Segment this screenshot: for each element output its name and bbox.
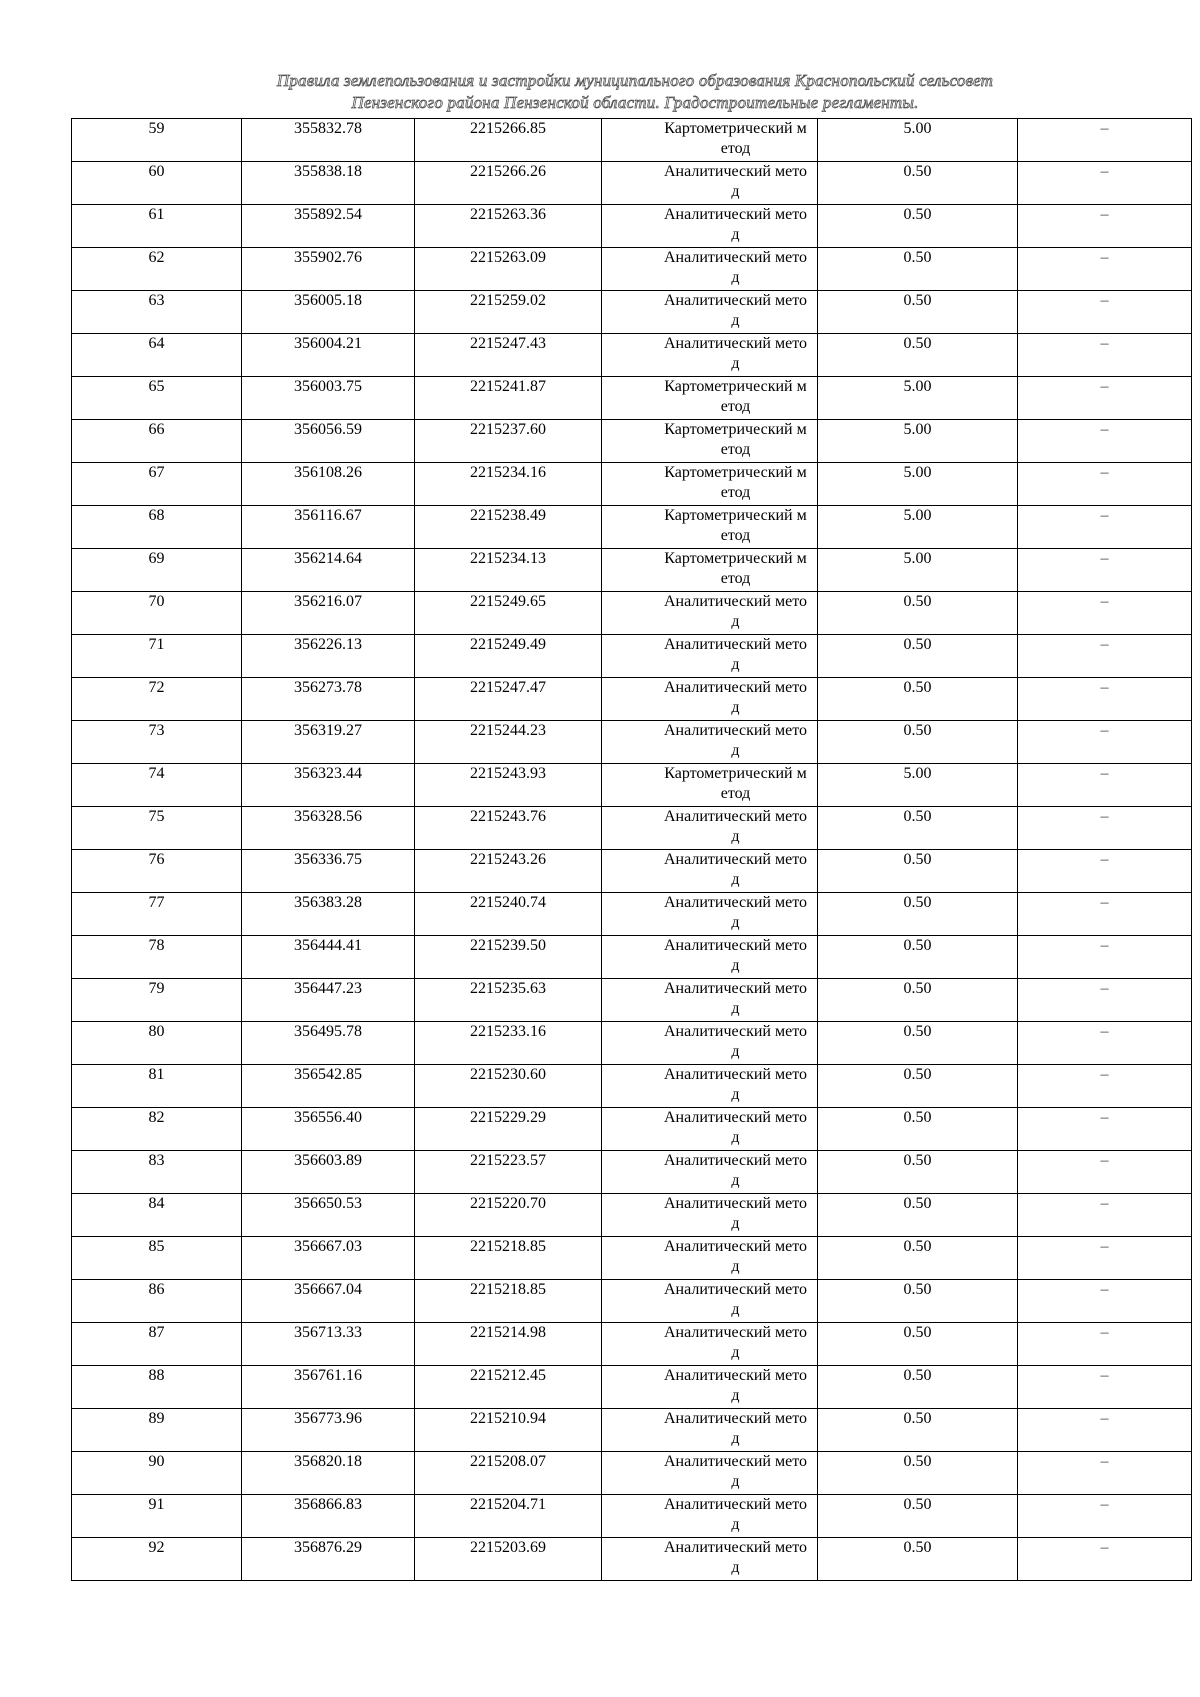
note-cell: – xyxy=(1018,1538,1192,1581)
accuracy-cell: 5.00 xyxy=(818,506,1018,549)
point-number-cell: 80 xyxy=(72,1022,242,1065)
y-coordinate-cell: 2215234.16 xyxy=(415,463,602,506)
note-cell: – xyxy=(1018,1323,1192,1366)
y-coordinate-cell: 2215229.29 xyxy=(415,1108,602,1151)
note-cell: – xyxy=(1018,1194,1192,1237)
table-row xyxy=(72,764,1192,807)
accuracy-cell: 0.50 xyxy=(818,979,1018,1022)
accuracy-cell: 0.50 xyxy=(818,1409,1018,1452)
accuracy-cell: 0.50 xyxy=(818,1366,1018,1409)
point-number-cell: 62 xyxy=(72,248,242,291)
point-number-cell: 90 xyxy=(72,1452,242,1495)
x-coordinate-cell: 355892.54 xyxy=(242,205,415,248)
note-cell: – xyxy=(1018,1280,1192,1323)
method-cell: Аналитический метод xyxy=(602,592,818,635)
note-cell: – xyxy=(1018,463,1192,506)
point-number-cell: 83 xyxy=(72,1151,242,1194)
point-number-cell: 68 xyxy=(72,506,242,549)
x-coordinate-cell: 356495.78 xyxy=(242,1022,415,1065)
point-number-cell: 82 xyxy=(72,1108,242,1151)
y-coordinate-cell: 2215259.02 xyxy=(415,291,602,334)
point-number-cell: 71 xyxy=(72,635,242,678)
y-coordinate-cell: 2215247.47 xyxy=(415,678,602,721)
accuracy-cell: 0.50 xyxy=(818,1495,1018,1538)
point-number-cell: 64 xyxy=(72,334,242,377)
x-coordinate-cell: 356713.33 xyxy=(242,1323,415,1366)
accuracy-cell: 0.50 xyxy=(818,334,1018,377)
method-cell: Аналитический метод xyxy=(602,1194,818,1237)
note-cell: – xyxy=(1018,1452,1192,1495)
accuracy-cell: 5.00 xyxy=(818,119,1018,162)
y-coordinate-cell: 2215208.07 xyxy=(415,1452,602,1495)
note-cell: – xyxy=(1018,1237,1192,1280)
note-cell: – xyxy=(1018,979,1192,1022)
point-number-cell: 67 xyxy=(72,463,242,506)
page-header xyxy=(70,70,1200,114)
accuracy-cell: 0.50 xyxy=(818,807,1018,850)
x-coordinate-cell: 356650.53 xyxy=(242,1194,415,1237)
x-coordinate-cell: 356866.83 xyxy=(242,1495,415,1538)
method-cell: Аналитический метод xyxy=(602,162,818,205)
note-cell: – xyxy=(1018,635,1192,678)
x-coordinate-cell: 355832.78 xyxy=(242,119,415,162)
y-coordinate-cell: 2215249.49 xyxy=(415,635,602,678)
table-row xyxy=(72,506,1192,549)
accuracy-cell: 0.50 xyxy=(818,592,1018,635)
note-cell: – xyxy=(1018,764,1192,807)
y-coordinate-cell: 2215243.93 xyxy=(415,764,602,807)
note-cell: – xyxy=(1018,721,1192,764)
accuracy-cell: 0.50 xyxy=(818,205,1018,248)
accuracy-cell: 0.50 xyxy=(818,1280,1018,1323)
y-coordinate-cell: 2215239.50 xyxy=(415,936,602,979)
x-coordinate-cell: 356328.56 xyxy=(242,807,415,850)
method-cell: Аналитический метод xyxy=(602,850,818,893)
point-number-cell: 86 xyxy=(72,1280,242,1323)
note-cell: – xyxy=(1018,678,1192,721)
x-coordinate-cell: 356447.23 xyxy=(242,979,415,1022)
y-coordinate-cell: 2215235.63 xyxy=(415,979,602,1022)
point-number-cell: 69 xyxy=(72,549,242,592)
accuracy-cell: 0.50 xyxy=(818,850,1018,893)
method-cell: Картометрический метод xyxy=(602,420,818,463)
note-cell: – xyxy=(1018,162,1192,205)
note-cell: – xyxy=(1018,1495,1192,1538)
method-cell: Аналитический метод xyxy=(602,1366,818,1409)
method-cell: Аналитический метод xyxy=(602,1151,818,1194)
method-cell: Аналитический метод xyxy=(602,1022,818,1065)
y-coordinate-cell: 2215220.70 xyxy=(415,1194,602,1237)
note-cell: – xyxy=(1018,1065,1192,1108)
x-coordinate-cell: 356226.13 xyxy=(242,635,415,678)
note-cell: – xyxy=(1018,506,1192,549)
table-row xyxy=(72,1323,1192,1366)
point-number-cell: 74 xyxy=(72,764,242,807)
accuracy-cell: 0.50 xyxy=(818,1022,1018,1065)
x-coordinate-cell: 356004.21 xyxy=(242,334,415,377)
x-coordinate-cell: 356667.04 xyxy=(242,1280,415,1323)
method-cell: Картометрический метод xyxy=(602,119,818,162)
y-coordinate-cell: 2215214.98 xyxy=(415,1323,602,1366)
point-number-cell: 81 xyxy=(72,1065,242,1108)
accuracy-cell: 0.50 xyxy=(818,1323,1018,1366)
header-line-2: Пензенского района Пензенской области. Градостроительные регламенты. xyxy=(351,93,919,112)
accuracy-cell: 0.50 xyxy=(818,1194,1018,1237)
point-number-cell: 77 xyxy=(72,893,242,936)
note-cell: – xyxy=(1018,1366,1192,1409)
point-number-cell: 65 xyxy=(72,377,242,420)
table-row xyxy=(72,1108,1192,1151)
method-cell: Картометрический метод xyxy=(602,764,818,807)
accuracy-cell: 0.50 xyxy=(818,721,1018,764)
accuracy-cell: 0.50 xyxy=(818,1065,1018,1108)
note-cell: – xyxy=(1018,420,1192,463)
table-row xyxy=(72,291,1192,334)
table-row xyxy=(72,807,1192,850)
note-cell: – xyxy=(1018,248,1192,291)
table-row xyxy=(72,334,1192,377)
method-cell: Аналитический метод xyxy=(602,936,818,979)
point-number-cell: 76 xyxy=(72,850,242,893)
table-row xyxy=(72,979,1192,1022)
method-cell: Аналитический метод xyxy=(602,979,818,1022)
table-row xyxy=(72,1495,1192,1538)
x-coordinate-cell: 356444.41 xyxy=(242,936,415,979)
y-coordinate-cell: 2215241.87 xyxy=(415,377,602,420)
method-cell: Аналитический метод xyxy=(602,1065,818,1108)
method-cell: Аналитический метод xyxy=(602,1237,818,1280)
x-coordinate-cell: 356273.78 xyxy=(242,678,415,721)
note-cell: – xyxy=(1018,1409,1192,1452)
y-coordinate-cell: 2215244.23 xyxy=(415,721,602,764)
point-number-cell: 70 xyxy=(72,592,242,635)
y-coordinate-cell: 2215218.85 xyxy=(415,1280,602,1323)
note-cell: – xyxy=(1018,119,1192,162)
note-cell: – xyxy=(1018,592,1192,635)
table-row xyxy=(72,850,1192,893)
x-coordinate-cell: 356216.07 xyxy=(242,592,415,635)
accuracy-cell: 0.50 xyxy=(818,1538,1018,1581)
table-row xyxy=(72,1237,1192,1280)
x-coordinate-cell: 356820.18 xyxy=(242,1452,415,1495)
x-coordinate-cell: 356556.40 xyxy=(242,1108,415,1151)
accuracy-cell: 0.50 xyxy=(818,162,1018,205)
table-row xyxy=(72,248,1192,291)
method-cell: Аналитический метод xyxy=(602,334,818,377)
y-coordinate-cell: 2215237.60 xyxy=(415,420,602,463)
y-coordinate-cell: 2215223.57 xyxy=(415,1151,602,1194)
x-coordinate-cell: 356667.03 xyxy=(242,1237,415,1280)
note-cell: – xyxy=(1018,893,1192,936)
point-number-cell: 78 xyxy=(72,936,242,979)
point-number-cell: 84 xyxy=(72,1194,242,1237)
accuracy-cell: 5.00 xyxy=(818,463,1018,506)
y-coordinate-cell: 2215233.16 xyxy=(415,1022,602,1065)
table-row xyxy=(72,1409,1192,1452)
y-coordinate-cell: 2215263.36 xyxy=(415,205,602,248)
table-row xyxy=(72,205,1192,248)
accuracy-cell: 0.50 xyxy=(818,893,1018,936)
table-row xyxy=(72,1366,1192,1409)
x-coordinate-cell: 356603.89 xyxy=(242,1151,415,1194)
table-row xyxy=(72,377,1192,420)
y-coordinate-cell: 2215263.09 xyxy=(415,248,602,291)
method-cell: Картометрический метод xyxy=(602,506,818,549)
y-coordinate-cell: 2215218.85 xyxy=(415,1237,602,1280)
y-coordinate-cell: 2215203.69 xyxy=(415,1538,602,1581)
point-number-cell: 61 xyxy=(72,205,242,248)
x-coordinate-cell: 356542.85 xyxy=(242,1065,415,1108)
accuracy-cell: 0.50 xyxy=(818,248,1018,291)
note-cell: – xyxy=(1018,936,1192,979)
method-cell: Картометрический метод xyxy=(602,463,818,506)
x-coordinate-cell: 356005.18 xyxy=(242,291,415,334)
x-coordinate-cell: 356056.59 xyxy=(242,420,415,463)
table-row xyxy=(72,1452,1192,1495)
point-number-cell: 79 xyxy=(72,979,242,1022)
accuracy-cell: 0.50 xyxy=(818,635,1018,678)
method-cell: Картометрический метод xyxy=(602,377,818,420)
accuracy-cell: 5.00 xyxy=(818,377,1018,420)
note-cell: – xyxy=(1018,807,1192,850)
note-cell: – xyxy=(1018,549,1192,592)
x-coordinate-cell: 356773.96 xyxy=(242,1409,415,1452)
table-row xyxy=(72,162,1192,205)
x-coordinate-cell: 356336.75 xyxy=(242,850,415,893)
method-cell: Аналитический метод xyxy=(602,205,818,248)
header-line-1: Правила землепользования и застройки муниципального образования Краснопольский сельсовет xyxy=(276,71,994,90)
accuracy-cell: 0.50 xyxy=(818,678,1018,721)
y-coordinate-cell: 2215210.94 xyxy=(415,1409,602,1452)
method-cell: Аналитический метод xyxy=(602,678,818,721)
note-cell: – xyxy=(1018,334,1192,377)
method-cell: Аналитический метод xyxy=(602,1495,818,1538)
method-cell: Аналитический метод xyxy=(602,1280,818,1323)
method-cell: Аналитический метод xyxy=(602,1323,818,1366)
accuracy-cell: 0.50 xyxy=(818,1237,1018,1280)
x-coordinate-cell: 355838.18 xyxy=(242,162,415,205)
table-row xyxy=(72,678,1192,721)
method-cell: Аналитический метод xyxy=(602,807,818,850)
method-cell: Аналитический метод xyxy=(602,635,818,678)
point-number-cell: 72 xyxy=(72,678,242,721)
x-coordinate-cell: 356323.44 xyxy=(242,764,415,807)
table-row xyxy=(72,420,1192,463)
y-coordinate-cell: 2215238.49 xyxy=(415,506,602,549)
point-number-cell: 89 xyxy=(72,1409,242,1452)
y-coordinate-cell: 2215212.45 xyxy=(415,1366,602,1409)
table-row xyxy=(72,1151,1192,1194)
point-number-cell: 85 xyxy=(72,1237,242,1280)
point-number-cell: 73 xyxy=(72,721,242,764)
note-cell: – xyxy=(1018,377,1192,420)
note-cell: – xyxy=(1018,1022,1192,1065)
x-coordinate-cell: 356214.64 xyxy=(242,549,415,592)
x-coordinate-cell: 356003.75 xyxy=(242,377,415,420)
method-cell: Аналитический метод xyxy=(602,893,818,936)
x-coordinate-cell: 355902.76 xyxy=(242,248,415,291)
table-row xyxy=(72,1022,1192,1065)
accuracy-cell: 5.00 xyxy=(818,549,1018,592)
y-coordinate-cell: 2215240.74 xyxy=(415,893,602,936)
y-coordinate-cell: 2215234.13 xyxy=(415,549,602,592)
accuracy-cell: 0.50 xyxy=(818,291,1018,334)
point-number-cell: 87 xyxy=(72,1323,242,1366)
table-row xyxy=(72,893,1192,936)
y-coordinate-cell: 2215266.26 xyxy=(415,162,602,205)
note-cell: – xyxy=(1018,205,1192,248)
table-row xyxy=(72,635,1192,678)
y-coordinate-cell: 2215230.60 xyxy=(415,1065,602,1108)
coordinates-table xyxy=(71,118,1192,1581)
y-coordinate-cell: 2215204.71 xyxy=(415,1495,602,1538)
point-number-cell: 91 xyxy=(72,1495,242,1538)
x-coordinate-cell: 356761.16 xyxy=(242,1366,415,1409)
y-coordinate-cell: 2215249.65 xyxy=(415,592,602,635)
y-coordinate-cell: 2215243.26 xyxy=(415,850,602,893)
table-row xyxy=(72,1065,1192,1108)
x-coordinate-cell: 356108.26 xyxy=(242,463,415,506)
table-row xyxy=(72,463,1192,506)
accuracy-cell: 0.50 xyxy=(818,1151,1018,1194)
table-row xyxy=(72,549,1192,592)
y-coordinate-cell: 2215247.43 xyxy=(415,334,602,377)
x-coordinate-cell: 356876.29 xyxy=(242,1538,415,1581)
note-cell: – xyxy=(1018,850,1192,893)
table-row xyxy=(72,592,1192,635)
note-cell: – xyxy=(1018,1151,1192,1194)
accuracy-cell: 0.50 xyxy=(818,1108,1018,1151)
table-row xyxy=(72,936,1192,979)
accuracy-cell: 5.00 xyxy=(818,420,1018,463)
x-coordinate-cell: 356116.67 xyxy=(242,506,415,549)
note-cell: – xyxy=(1018,291,1192,334)
accuracy-cell: 5.00 xyxy=(818,764,1018,807)
method-cell: Аналитический метод xyxy=(602,248,818,291)
method-cell: Аналитический метод xyxy=(602,1108,818,1151)
x-coordinate-cell: 356383.28 xyxy=(242,893,415,936)
table-row xyxy=(72,1280,1192,1323)
method-cell: Аналитический метод xyxy=(602,721,818,764)
method-cell: Аналитический метод xyxy=(602,1409,818,1452)
point-number-cell: 60 xyxy=(72,162,242,205)
table-row xyxy=(72,1194,1192,1237)
table-row xyxy=(72,721,1192,764)
method-cell: Аналитический метод xyxy=(602,1452,818,1495)
point-number-cell: 92 xyxy=(72,1538,242,1581)
point-number-cell: 66 xyxy=(72,420,242,463)
table-row xyxy=(72,1538,1192,1581)
note-cell: – xyxy=(1018,1108,1192,1151)
point-number-cell: 59 xyxy=(72,119,242,162)
y-coordinate-cell: 2215243.76 xyxy=(415,807,602,850)
y-coordinate-cell: 2215266.85 xyxy=(415,119,602,162)
accuracy-cell: 0.50 xyxy=(818,936,1018,979)
point-number-cell: 88 xyxy=(72,1366,242,1409)
coordinates-table-body xyxy=(72,119,1192,1581)
table-row xyxy=(72,119,1192,162)
point-number-cell: 63 xyxy=(72,291,242,334)
x-coordinate-cell: 356319.27 xyxy=(242,721,415,764)
point-number-cell: 75 xyxy=(72,807,242,850)
method-cell: Аналитический метод xyxy=(602,291,818,334)
accuracy-cell: 0.50 xyxy=(818,1452,1018,1495)
method-cell: Аналитический метод xyxy=(602,1538,818,1581)
method-cell: Картометрический метод xyxy=(602,549,818,592)
